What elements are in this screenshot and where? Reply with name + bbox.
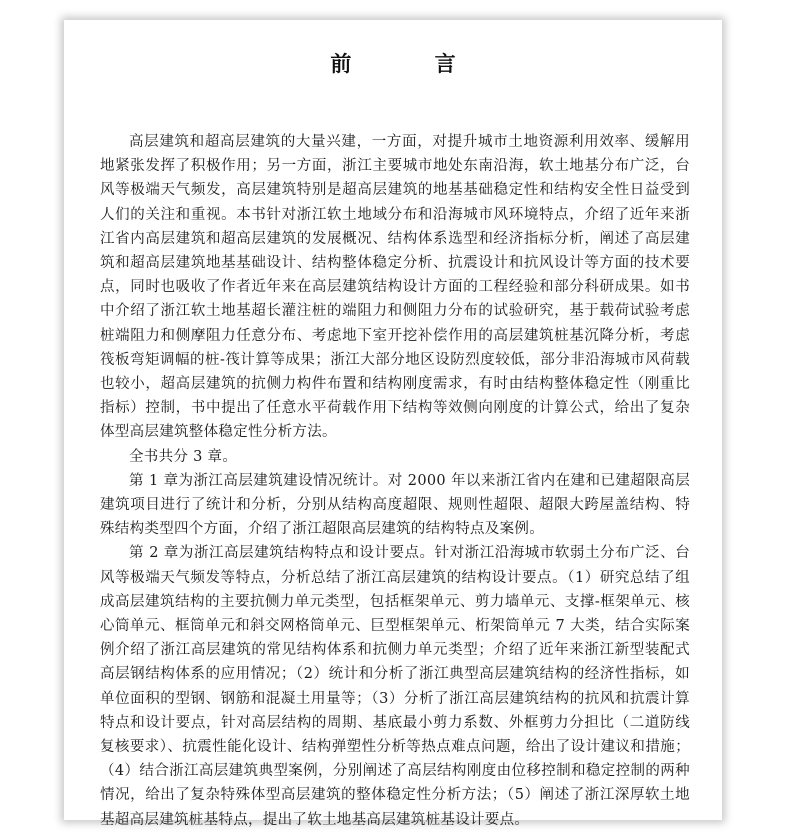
paragraph-intro: 高层建筑和超高层建筑的大量兴建，一方面，对提升城市土地资源利用效率、缓解用地紧张发挥了积极作用；另一方面，浙江主要城市地处东南沿海，软土地基分布广泛，台风等极端天气频发，高层建筑特别是超高层建筑的地基基础稳定性和结构安全性日益受到人们的关注和重视。本书针对浙江软土地域分布和沿海城市风环境特点，介绍了近年来浙江省内高层建筑和超高层建筑的发展概况、结构体系选型和经济指标分析，阐述了高层建筑和超高层建筑地基基础设计、结构整体稳定分析、抗震设计和抗风设计等方面的技术要点，同时也吸收了作者近年来在高层建筑结构设计方面的工程经验和部分科研成果。如书中介绍了浙江软土地基超长灌注桩的端阻力和侧阻力分布的试验研究，基于载荷试验考虑桩端阻力和侧摩阻力任意分布、考虑地下室开挖补偿作用的高层建筑桩基沉降分析，考虑筏板弯矩调幅的桩-筏计算等成果；浙江大部分地区设防烈度较低，部分非沿海城市风荷载也较小，超高层建筑的抗侧力构件布置和结构刚度需求，有时由结构整体稳定性（刚重比指标）控制，书中提出了任意水平荷载作用下结构等效侧向刚度的计算公式，给出了复杂体型高层建筑整体稳定性分析方法。 [100,134,690,441]
paragraph-chapter-2: 第 2 章为浙江高层建筑结构特点和设计要点。针对浙江沿海城市软弱土分布广泛、台风等极端天气频发等特点，分析总结了浙江高层建筑的结构设计要点。（1）研究总结了组成高层建筑结构的主要抗侧力单元类型，包括框架单元、剪力墙单元、支撑-框架单元、核心筒单元、框筒单元和斜交网格筒单元、巨型框架单元、桁架筒单元 7 大类，结合实际案例介绍了浙江高层建筑的常见结构体系和抗侧力单元类型；介绍了近年来浙江新型装配式高层钢结构体系的应用情况；（2）统计和分析了浙江典型高层建筑结构的经济性指标，如单位面积的型钢、钢筋和混凝土用量等；（3）分析了浙江高层建筑结构的抗风和抗震计算特点和设计要点，针对高层结构的周期、基底最小剪力系数、外框剪力分担比（二道防线复核要求）、抗震性能化设计、结构弹塑性分析等热点难点问题，给出了设计建议和措施；（4）结合浙江高层建筑典型案例，分别阐述了高层结构刚度由位移控制和稳定控制的两种情况，给出了复杂特殊体型高层建筑的整体稳定性分析方法；（5）阐述了浙江深厚软土地基超高层建筑桩基特点，提出了软土地基高层建筑桩基设计要点。 [100,545,690,828]
page-title: 前 言 [330,52,494,76]
body-text [100,130,690,832]
paragraph-chapter-1: 第 1 章为浙江高层建筑建设情况统计。对 2000 年以来浙江省内在建和已建超限高层建筑项目进行了统计和分析，分别从结构高度超限、规则性超限、超限大跨屋盖结构、特殊结构类型四个方面，介绍了浙江超限高层建筑的结构特点及案例。 [100,472,690,538]
paragraph-chapter-count: 全书共分 3 章。 [129,448,238,465]
document-page [64,20,722,828]
